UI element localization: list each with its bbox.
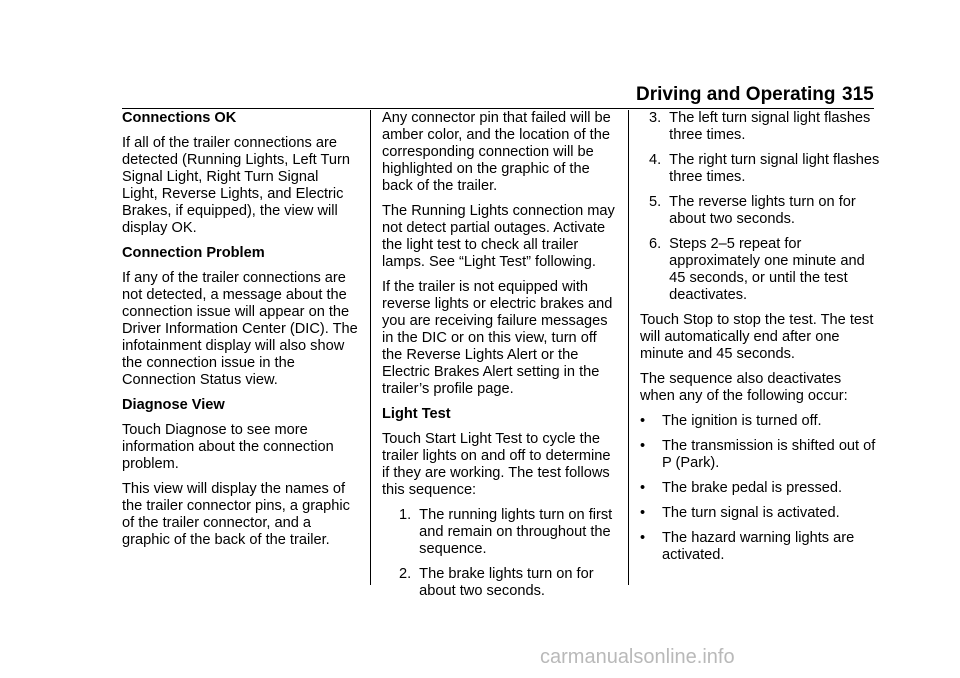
bullet-item — [640, 505, 880, 522]
list-text: The reverse lights turn on for about two seconds. — [669, 194, 856, 227]
section-title: Driving and Operating — [636, 84, 836, 105]
list-text: The left turn signal light flashes three times. — [669, 110, 871, 143]
header-rule — [122, 108, 874, 109]
list-text: The right turn signal light flashes three times. — [669, 152, 880, 185]
bullet-marker: • — [640, 505, 646, 521]
paragraph: Any connector pin that failed will be amber color, and the location of the corresponding connection will be highlighted on the graphic of the back of the trailer. — [382, 110, 611, 194]
column-1 — [122, 110, 358, 557]
list-item — [640, 110, 880, 144]
column-2 — [382, 110, 618, 608]
connections-ok-heading: Connections OK — [122, 110, 237, 126]
diagnose-view-heading: Diagnose View — [122, 397, 225, 413]
list-item — [640, 236, 880, 304]
bullet-text: The hazard warning lights are activated. — [662, 530, 855, 563]
paragraph: Touch Stop to stop the test. The test will automatically end after one minute and 45 seconds. — [640, 312, 874, 362]
bullet-text: The brake pedal is pressed. — [662, 480, 843, 496]
bullet-text: The transmission is shifted out of P (Park). — [662, 438, 876, 471]
light-test-intro: Touch Start Light Test to cycle the trailer lights on and off to determine if they are working. The test follows this sequence: — [382, 431, 611, 498]
bullet-marker: • — [640, 480, 646, 496]
column-divider-2 — [628, 110, 629, 585]
connections-ok-text: If all of the trailer connections are detected (Running Lights, Left Turn Signal Light, Right Turn Signal Light, Reverse Lights, and Electric Brakes, if equipped), the view will display OK. — [122, 135, 350, 236]
column-divider-1 — [370, 110, 371, 585]
connection-problem-heading: Connection Problem — [122, 245, 265, 261]
diagnose-view-text: This view will display the names of the trailer connector pins, a graphic of the trailer connector, and a graphic of the back of the trailer. — [122, 481, 350, 548]
paragraph: The sequence also deactivates when any of the following occur: — [640, 371, 848, 404]
paragraph: If the trailer is not equipped with reverse lights or electric brakes and you are receiving failure messages in the DIC or on this view, turn off the Reverse Lights Alert or the Electric Brakes Alert setting in the trailer’s profile page. — [382, 279, 613, 397]
list-number: 4. — [649, 152, 662, 168]
bullet-marker: • — [640, 438, 646, 454]
list-number: 3. — [649, 110, 662, 126]
list-number: 6. — [649, 236, 662, 252]
column-3 — [640, 110, 880, 572]
light-test-heading: Light Test — [382, 406, 451, 422]
page-header — [0, 80, 960, 110]
page-number: 315 — [842, 84, 874, 105]
diagnose-view-text: Touch Diagnose to see more information about the connection problem. — [122, 422, 334, 472]
bullet-marker: • — [640, 530, 646, 546]
list-item — [640, 194, 880, 228]
bullet-item — [640, 438, 880, 472]
list-text: The running lights turn on first and remain on throughout the sequence. — [419, 507, 613, 557]
list-item — [640, 152, 880, 186]
bullet-text: The turn signal is activated. — [662, 505, 840, 521]
bullet-item — [640, 480, 880, 497]
bullet-marker: • — [640, 413, 646, 429]
bullet-item — [640, 413, 880, 430]
list-number: 5. — [649, 194, 662, 210]
paragraph: The Running Lights connection may not detect partial outages. Activate the light test to check all trailer lamps. See “Light Test” following. — [382, 203, 615, 270]
bullet-text: The ignition is turned off. — [662, 413, 822, 429]
list-item — [382, 566, 618, 600]
list-number: 2. — [399, 566, 412, 582]
list-text: The brake lights turn on for about two seconds. — [419, 566, 594, 599]
list-item — [382, 507, 618, 558]
list-number: 1. — [399, 507, 412, 523]
watermark: carmanualsonline.info — [540, 646, 735, 668]
list-text: Steps 2–5 repeat for approximately one minute and 45 seconds, or until the test deactivates. — [669, 236, 865, 303]
connection-problem-text: If any of the trailer connections are not detected, a message about the connection issue will appear on the Driver Information Center (DIC). The infotainment display will also show the connection issue in the Connection Status view. — [122, 270, 358, 388]
bullet-item — [640, 530, 880, 564]
